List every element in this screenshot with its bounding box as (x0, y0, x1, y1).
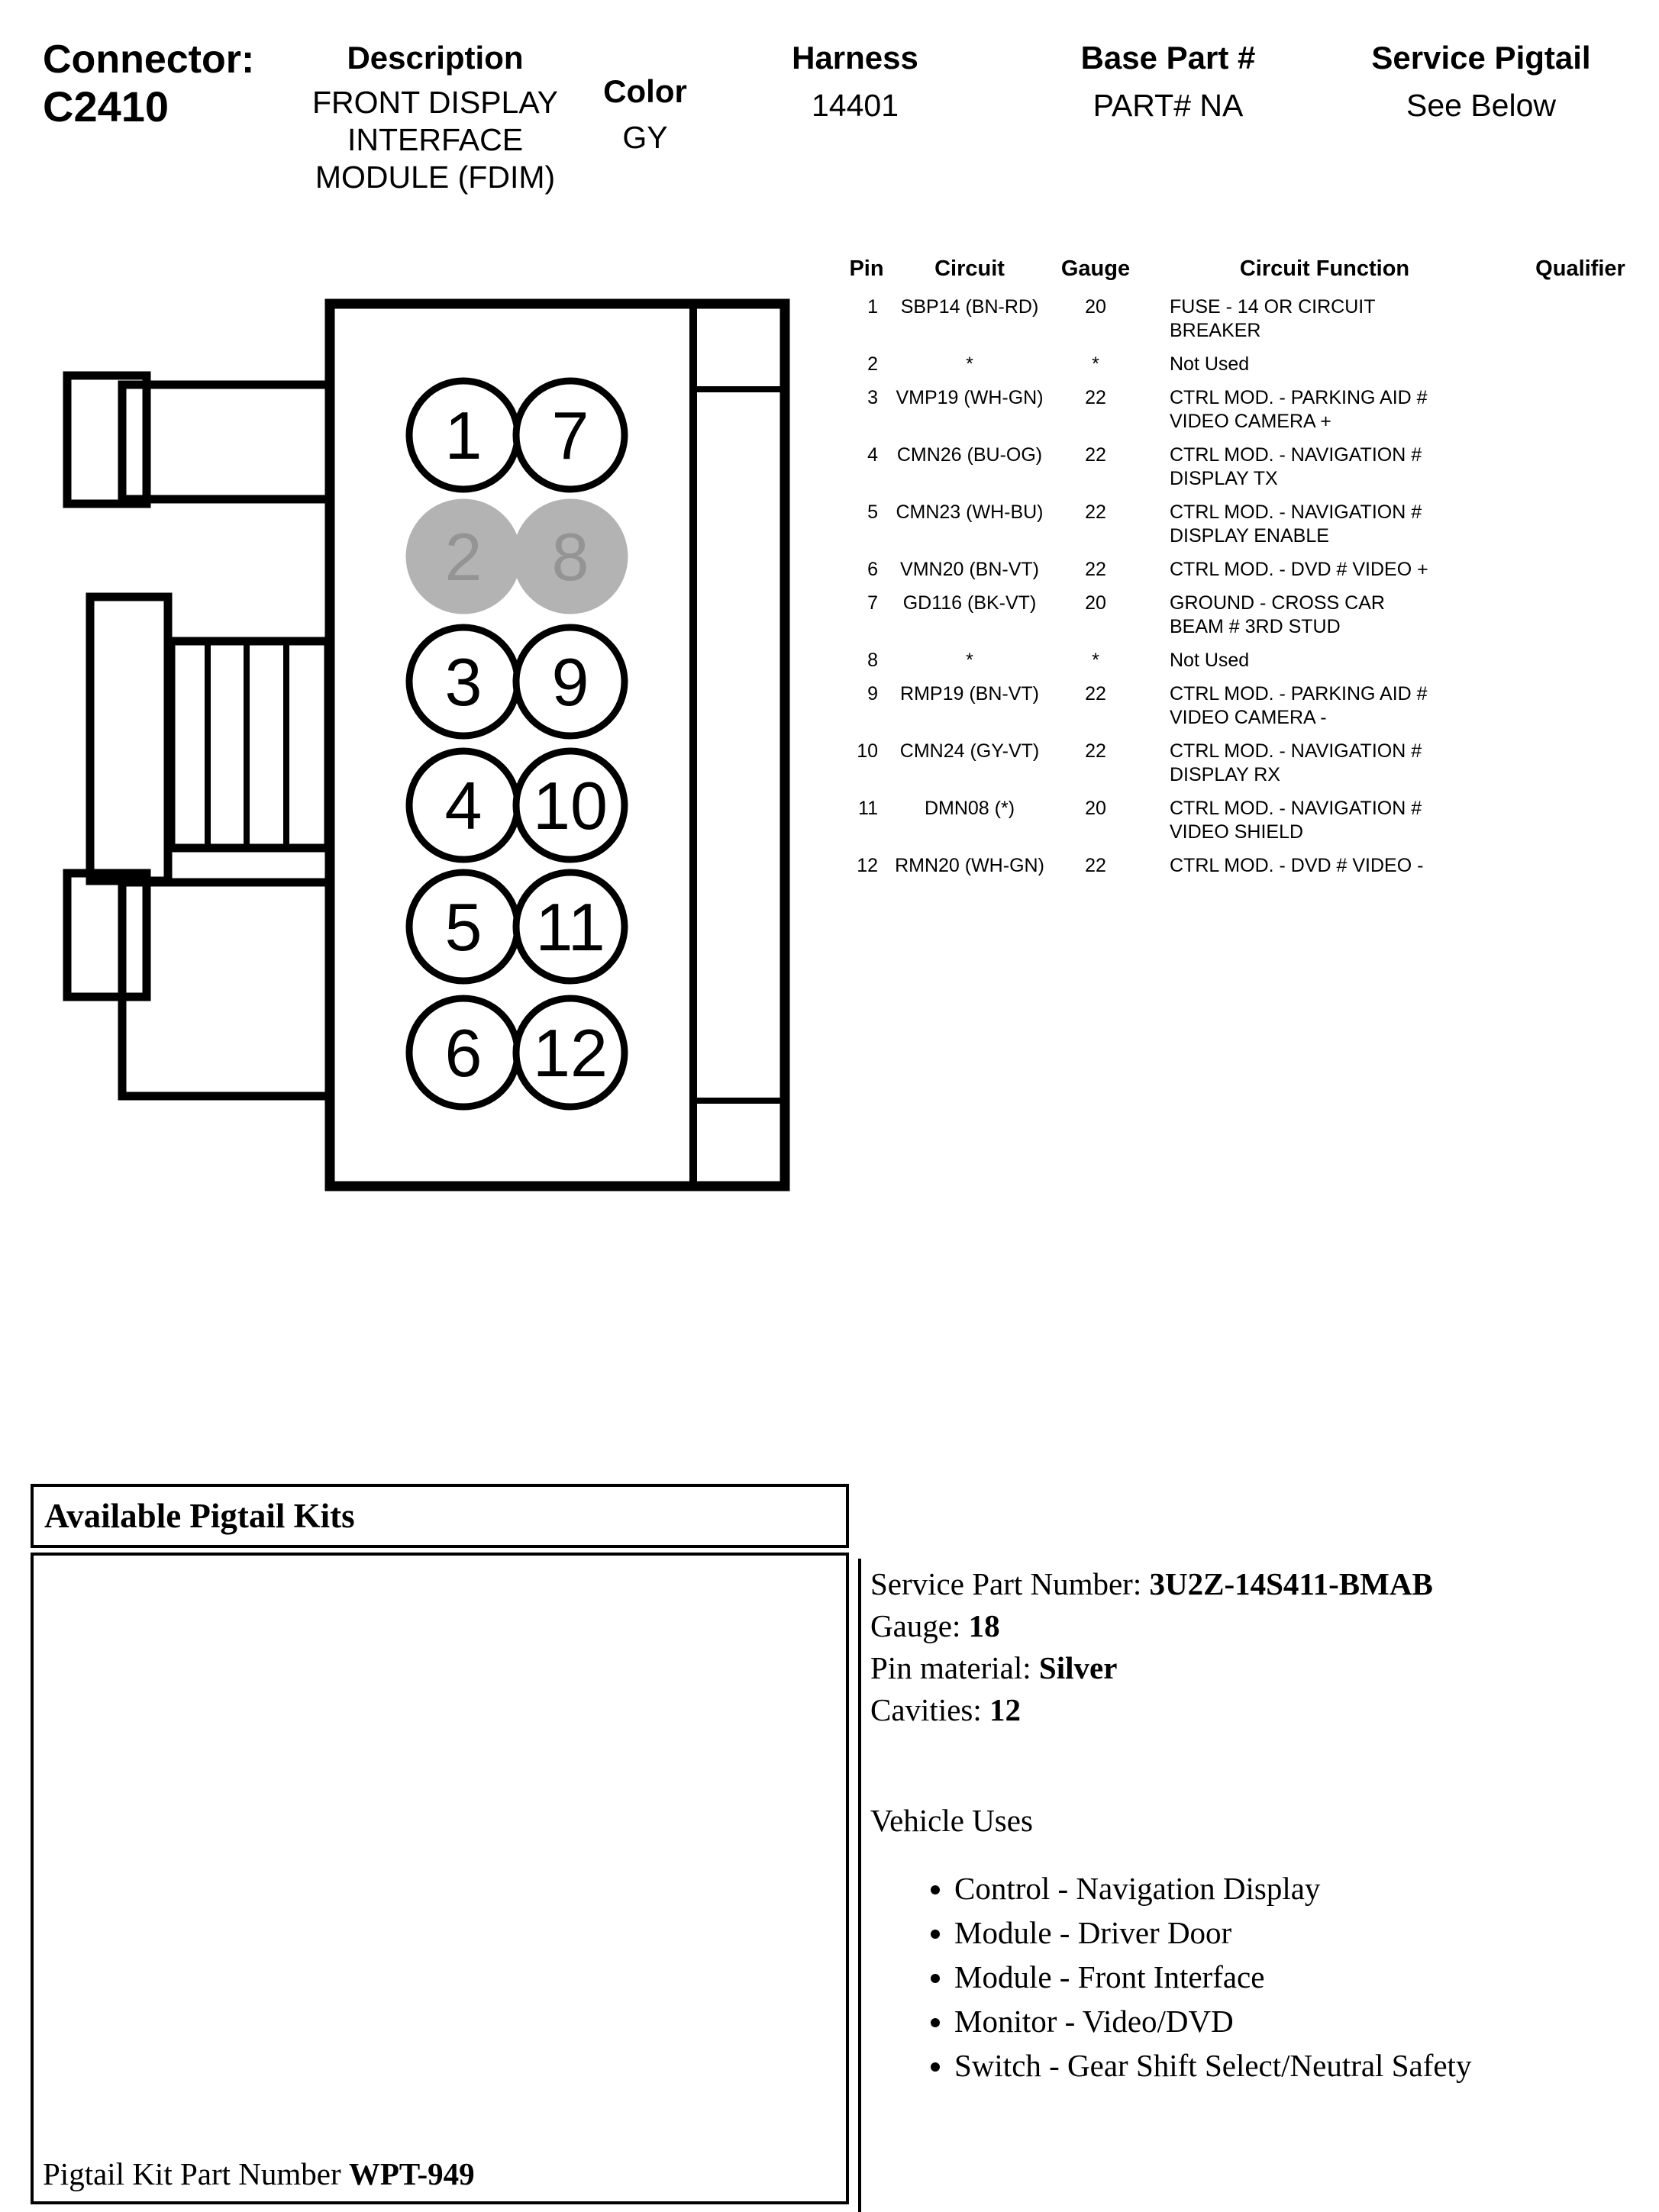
table-row (840, 295, 1657, 343)
vehicle-use-item: • Module - Front Interface (954, 1961, 1649, 1994)
qualifier-cell (1504, 353, 1657, 376)
gauge-line (870, 1605, 1649, 1647)
pin-cell: 11 (858, 798, 878, 819)
color-column (588, 73, 702, 156)
function-cell: FUSE - 14 OR CIRCUIT BREAKER (1170, 296, 1376, 341)
gauge-cell: * (1092, 353, 1099, 375)
qualifier-cell (1504, 682, 1657, 730)
gauge-cell: 20 (1085, 296, 1106, 318)
connector-diagram (61, 282, 794, 1206)
pin-table (840, 256, 1657, 888)
pin-cell: 7 (867, 592, 878, 614)
pin-cell: 10 (857, 740, 878, 762)
harness-value: 14401 (811, 88, 899, 123)
pin-number-2: 2 (444, 519, 483, 595)
color-label: Color (603, 73, 687, 109)
connector-id: C2410 (43, 82, 169, 131)
table-row (840, 649, 1657, 672)
pigtail-kits-title: Available Pigtail Kits (44, 1497, 355, 1535)
qualifier-cell (1504, 649, 1657, 672)
pigtail-kit-part-number-line (43, 2156, 475, 2192)
description-value: FRONT DISPLAY INTERFACE MODULE (FDIM) (312, 85, 558, 195)
table-row (840, 386, 1657, 434)
pin-cell: 8 (867, 650, 878, 671)
function-cell: CTRL MOD. - NAVIGATION # DISPLAY TX (1170, 444, 1422, 489)
pigtail-kit-details (870, 1563, 1649, 2094)
pin-cell: 12 (857, 855, 878, 876)
service-pigtail-value: See Below (1406, 88, 1556, 123)
pin-material-label: Pin material: (870, 1650, 1039, 1685)
circuit-cell: RMP19 (BN-VT) (900, 683, 1039, 705)
base-part-column (1069, 40, 1267, 124)
function-cell: CTRL MOD. - DVD # VIDEO + (1170, 559, 1428, 580)
function-cell: CTRL MOD. - DVD # VIDEO - (1170, 855, 1424, 876)
harness-label: Harness (792, 40, 918, 76)
gauge-cell: * (1092, 650, 1099, 671)
vehicle-uses-list (870, 1872, 1649, 2082)
circuit-cell: CMN23 (WH-BU) (896, 501, 1044, 523)
qualifier-cell (1504, 740, 1657, 787)
qualifier-cell (1504, 592, 1657, 639)
vehicle-use-item: • Control - Navigation Display (954, 1872, 1649, 1905)
table-row (840, 682, 1657, 730)
table-row (840, 558, 1657, 582)
circuit-cell: SBP14 (BN-RD) (900, 296, 1039, 318)
gauge-cell: 22 (1085, 740, 1106, 762)
function-cell: CTRL MOD. - PARKING AID # VIDEO CAMERA - (1170, 683, 1428, 728)
qualifier-cell (1504, 386, 1657, 434)
pin-cell: 6 (867, 559, 878, 580)
cavities-value: 12 (989, 1692, 1022, 1727)
qualifier-cell (1504, 854, 1657, 878)
function-cell: Not Used (1170, 650, 1250, 671)
table-row (840, 501, 1657, 548)
pin-number-10: 10 (533, 768, 608, 843)
pigtail-kit-part-number-label: Pigtail Kit Part Number (43, 2156, 349, 2191)
pin-cell: 4 (867, 444, 878, 466)
function-cell: CTRL MOD. - NAVIGATION # DISPLAY RX (1170, 740, 1422, 785)
circuit-cell: GD116 (BK-VT) (902, 592, 1037, 614)
circuit-cell: VMP19 (WH-GN) (896, 387, 1044, 408)
harness-column (779, 40, 931, 124)
function-cell: CTRL MOD. - NAVIGATION # DISPLAY ENABLE (1170, 501, 1422, 547)
pin-cell: 1 (867, 296, 878, 318)
table-row (840, 797, 1657, 844)
gauge-cell: 22 (1085, 387, 1106, 408)
color-value: GY (622, 120, 668, 155)
base-part-label: Base Part # (1080, 40, 1256, 76)
description-label: Description (347, 40, 524, 76)
circuit-cell: CMN26 (BU-OG) (896, 444, 1043, 466)
pin-cell: 9 (867, 683, 878, 705)
service-part-number-value: 3U2Z-14S411-BMAB (1149, 1566, 1433, 1601)
gauge-value: 18 (968, 1608, 1000, 1643)
function-cell: CTRL MOD. - NAVIGATION # VIDEO SHIELD (1170, 798, 1422, 843)
pin-cell: 5 (867, 501, 878, 523)
pigtail-kit-part-number-value: WPT-949 (348, 2156, 475, 2191)
gauge-cell: 20 (1085, 592, 1106, 614)
gauge-cell: 22 (1085, 855, 1106, 876)
table-row (840, 353, 1657, 376)
pigtail-kit-image-box (31, 1553, 849, 2204)
vehicle-use-item: • Switch - Gear Shift Select/Neutral Safety (954, 2049, 1649, 2082)
base-part-value: PART# NA (1093, 88, 1244, 123)
qualifier-cell (1504, 295, 1657, 343)
table-row (840, 443, 1657, 491)
pin-number-12: 12 (533, 1015, 608, 1091)
cavities-label: Cavities: (870, 1692, 990, 1727)
circuit-cell: VMN20 (BN-VT) (900, 559, 1039, 580)
pin-number-4: 4 (444, 768, 483, 843)
circuit-cell: * (966, 650, 973, 671)
col-header-function: Circuit Function (1239, 256, 1410, 281)
qualifier-cell (1504, 501, 1657, 548)
gauge-cell: 22 (1085, 444, 1106, 466)
pin-cavities (409, 381, 625, 1107)
table-row (840, 740, 1657, 787)
qualifier-cell (1504, 797, 1657, 844)
pin-number-1: 1 (444, 398, 483, 473)
cavities-line (870, 1689, 1649, 1731)
qualifier-cell (1504, 558, 1657, 582)
service-part-number-line (870, 1563, 1649, 1605)
pin-number-7: 7 (551, 398, 589, 473)
pin-number-9: 9 (551, 644, 589, 720)
pin-cell: 2 (867, 353, 878, 375)
col-header-gauge: Gauge (1060, 256, 1131, 281)
pin-material-value: Silver (1038, 1650, 1118, 1685)
description-column (302, 40, 569, 196)
circuit-cell: CMN24 (GY-VT) (899, 740, 1040, 762)
function-cell: GROUND - CROSS CAR BEAM # 3RD STUD (1170, 592, 1385, 637)
table-row (840, 854, 1657, 878)
service-pigtail-label: Service Pigtail (1371, 40, 1591, 76)
gauge-cell: 20 (1085, 798, 1106, 819)
vehicle-use-item: • Monitor - Video/DVD (954, 2005, 1649, 2038)
vehicle-use-item: • Module - Driver Door (954, 1917, 1649, 1949)
service-pigtail-column (1367, 40, 1596, 124)
connector-header (43, 37, 254, 131)
col-header-qualifier: Qualifier (1535, 256, 1625, 281)
pin-cell: 3 (867, 387, 878, 408)
function-cell: Not Used (1170, 353, 1250, 375)
pin-number-3: 3 (444, 644, 483, 720)
circuit-cell: RMN20 (WH-GN) (895, 855, 1044, 876)
col-header-circuit: Circuit (934, 256, 1005, 281)
vehicle-uses-title: Vehicle Uses (870, 1803, 1033, 1838)
pin-table-header (840, 256, 1657, 282)
circuit-cell: * (966, 353, 973, 375)
table-row (840, 592, 1657, 639)
gauge-label: Gauge: (870, 1608, 969, 1643)
pin-number-5: 5 (444, 889, 483, 965)
gauge-cell: 22 (1085, 501, 1106, 523)
col-header-pin: Pin (849, 256, 884, 281)
gauge-cell: 22 (1085, 683, 1106, 705)
gauge-cell: 22 (1085, 559, 1106, 580)
connector-label: Connector: (43, 37, 255, 82)
service-part-number-label: Service Part Number: (870, 1566, 1150, 1601)
pigtail-column-divider (858, 1559, 861, 2212)
function-cell: CTRL MOD. - PARKING AID # VIDEO CAMERA + (1170, 387, 1428, 432)
pin-number-6: 6 (444, 1015, 483, 1091)
pin-number-8: 8 (551, 519, 589, 595)
circuit-cell: DMN08 (*) (924, 798, 1015, 819)
qualifier-cell (1504, 443, 1657, 491)
pin-number-11: 11 (535, 889, 605, 965)
pin-material-line (870, 1647, 1649, 1689)
